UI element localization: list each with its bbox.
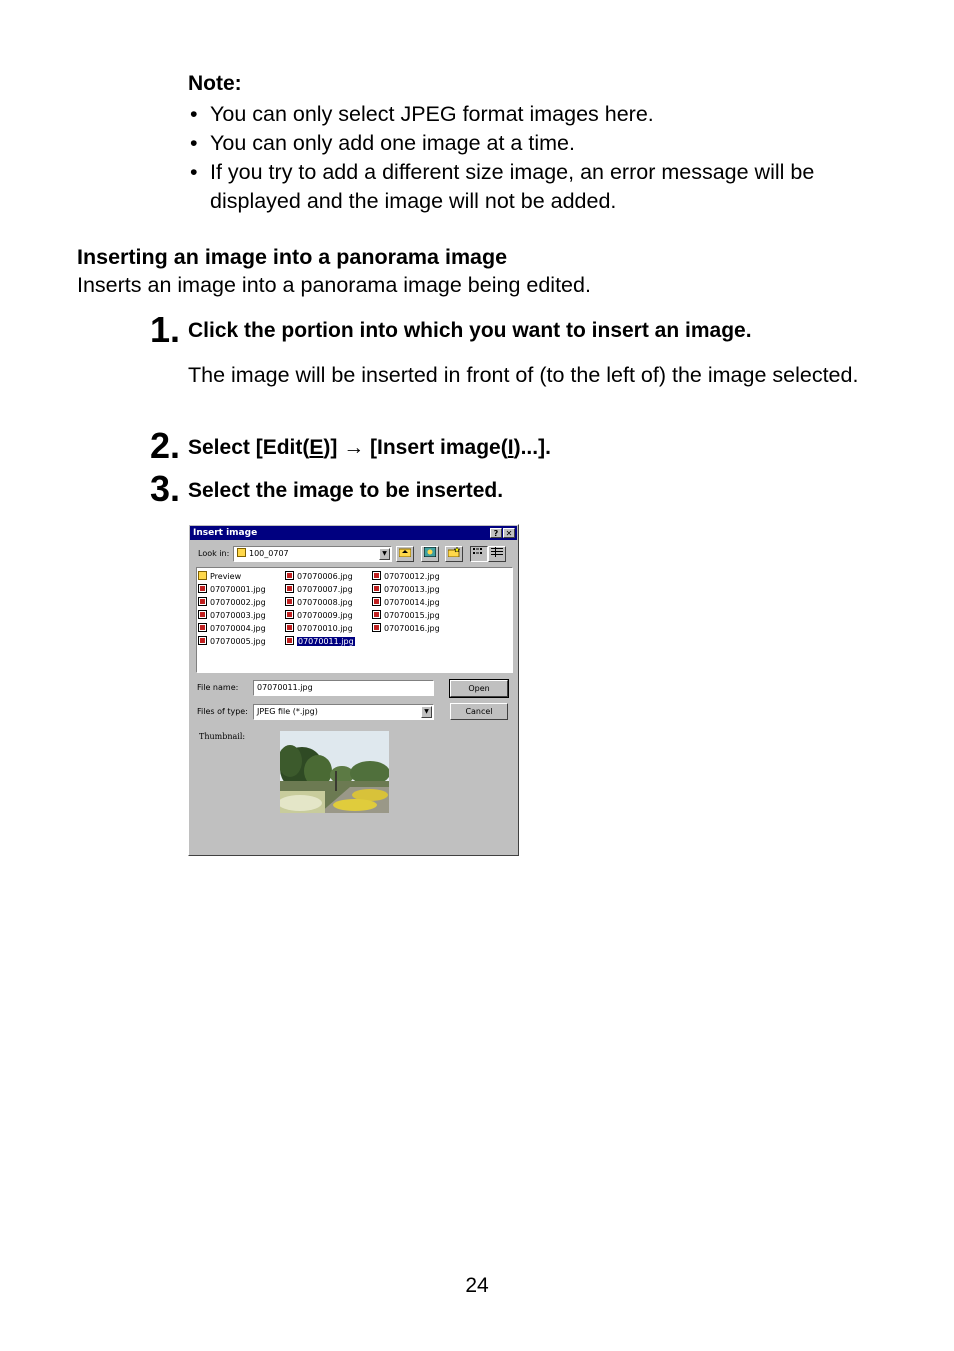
list-item[interactable]: 07070009.jpg <box>285 610 353 622</box>
up-folder-button[interactable] <box>396 546 414 562</box>
jpeg-file-icon <box>372 584 381 593</box>
list-view-button[interactable] <box>470 546 488 562</box>
list-item[interactable]: 07070007.jpg <box>285 584 353 596</box>
dialog-title: Insert image <box>193 528 258 538</box>
section-description: Inserts an image into a panorama image being edited. <box>77 273 591 297</box>
list-item[interactable]: 07070006.jpg <box>285 571 353 583</box>
step-3-text: Select the image to be inserted. <box>188 479 504 502</box>
list-item[interactable]: 07070013.jpg <box>372 584 440 596</box>
new-folder-button[interactable] <box>445 546 463 562</box>
list-item[interactable]: 07070003.jpg <box>198 610 266 622</box>
look-in-select[interactable]: 100_0707 ▼ <box>233 546 392 562</box>
dialog-titlebar <box>190 526 517 540</box>
file-name-input[interactable]: 07070011.jpg <box>253 680 434 696</box>
jpeg-file-icon <box>372 571 381 580</box>
jpeg-file-icon <box>198 636 207 645</box>
insert-image-dialog <box>188 524 519 856</box>
note-item: • If you try to add a different size image, an error message will be displayed and the image will not be added. <box>188 158 888 216</box>
list-item[interactable]: 07070016.jpg <box>372 623 440 635</box>
list-view-icon <box>473 547 485 557</box>
new-folder-icon <box>448 547 460 557</box>
jpeg-file-icon <box>198 584 207 593</box>
jpeg-file-icon <box>285 610 294 619</box>
list-item-selected[interactable]: 07070011.jpg <box>285 636 355 648</box>
jpeg-file-icon <box>372 623 381 632</box>
thumbnail-image <box>280 731 389 813</box>
help-button[interactable]: ? <box>490 528 502 538</box>
open-button[interactable]: Open <box>450 680 508 697</box>
list-item[interactable]: Preview <box>198 571 241 583</box>
step-1-text: Click the portion into which you want to insert an image. <box>188 319 752 342</box>
list-item[interactable]: 07070004.jpg <box>198 623 266 635</box>
jpeg-file-icon <box>372 597 381 606</box>
file-type-label: Files of type: <box>197 707 248 716</box>
file-type-select[interactable]: JPEG file (*.jpg) ▼ <box>253 704 434 720</box>
note-title: Note: <box>188 72 242 95</box>
section-title: Inserting an image into a panorama image <box>77 245 508 269</box>
list-item[interactable]: 07070008.jpg <box>285 597 353 609</box>
cancel-button[interactable]: Cancel <box>450 703 508 720</box>
step-3-number: 3. <box>150 468 181 509</box>
jpeg-file-icon <box>198 623 207 632</box>
up-folder-icon <box>399 547 411 557</box>
details-view-button[interactable] <box>488 546 506 562</box>
close-button[interactable]: ✕ <box>503 528 515 538</box>
desktop-button[interactable] <box>421 546 439 562</box>
desktop-icon <box>424 547 436 557</box>
file-name-label: File name: <box>197 683 239 692</box>
details-view-icon <box>491 547 503 557</box>
folder-icon <box>237 548 246 557</box>
folder-icon <box>198 571 207 580</box>
list-item[interactable]: 07070002.jpg <box>198 597 266 609</box>
step-1-number: 1. <box>150 309 181 350</box>
note-list <box>188 100 888 216</box>
jpeg-file-icon <box>285 571 294 580</box>
list-item[interactable]: 07070015.jpg <box>372 610 440 622</box>
list-item[interactable]: 07070001.jpg <box>198 584 266 596</box>
file-list[interactable] <box>196 567 513 673</box>
jpeg-file-icon <box>372 610 381 619</box>
chevron-down-icon[interactable]: ▼ <box>379 548 390 560</box>
list-item[interactable]: 07070012.jpg <box>372 571 440 583</box>
step-2-number: 2. <box>150 425 181 466</box>
jpeg-file-icon <box>285 597 294 606</box>
list-item[interactable]: 07070005.jpg <box>198 636 266 648</box>
note-item: • You can only select JPEG format images here. <box>188 100 888 129</box>
step-1-body: The image will be inserted in front of (to the left of) the image selected. <box>188 363 859 387</box>
list-item[interactable]: 07070010.jpg <box>285 623 353 635</box>
page-number: 24 <box>465 1274 489 1297</box>
step-2-text: Select [Edit(E)] → [Insert image(I)...]. <box>188 436 551 459</box>
look-in-label: Look in: <box>198 549 230 558</box>
jpeg-file-icon <box>198 610 207 619</box>
chevron-down-icon[interactable]: ▼ <box>421 706 432 718</box>
list-item[interactable]: 07070014.jpg <box>372 597 440 609</box>
jpeg-file-icon <box>285 623 294 632</box>
jpeg-file-icon <box>285 636 294 645</box>
jpeg-file-icon <box>198 597 207 606</box>
jpeg-file-icon <box>285 584 294 593</box>
thumbnail-label: Thumbnail: <box>199 732 246 741</box>
note-item: • You can only add one image at a time. <box>188 129 888 158</box>
